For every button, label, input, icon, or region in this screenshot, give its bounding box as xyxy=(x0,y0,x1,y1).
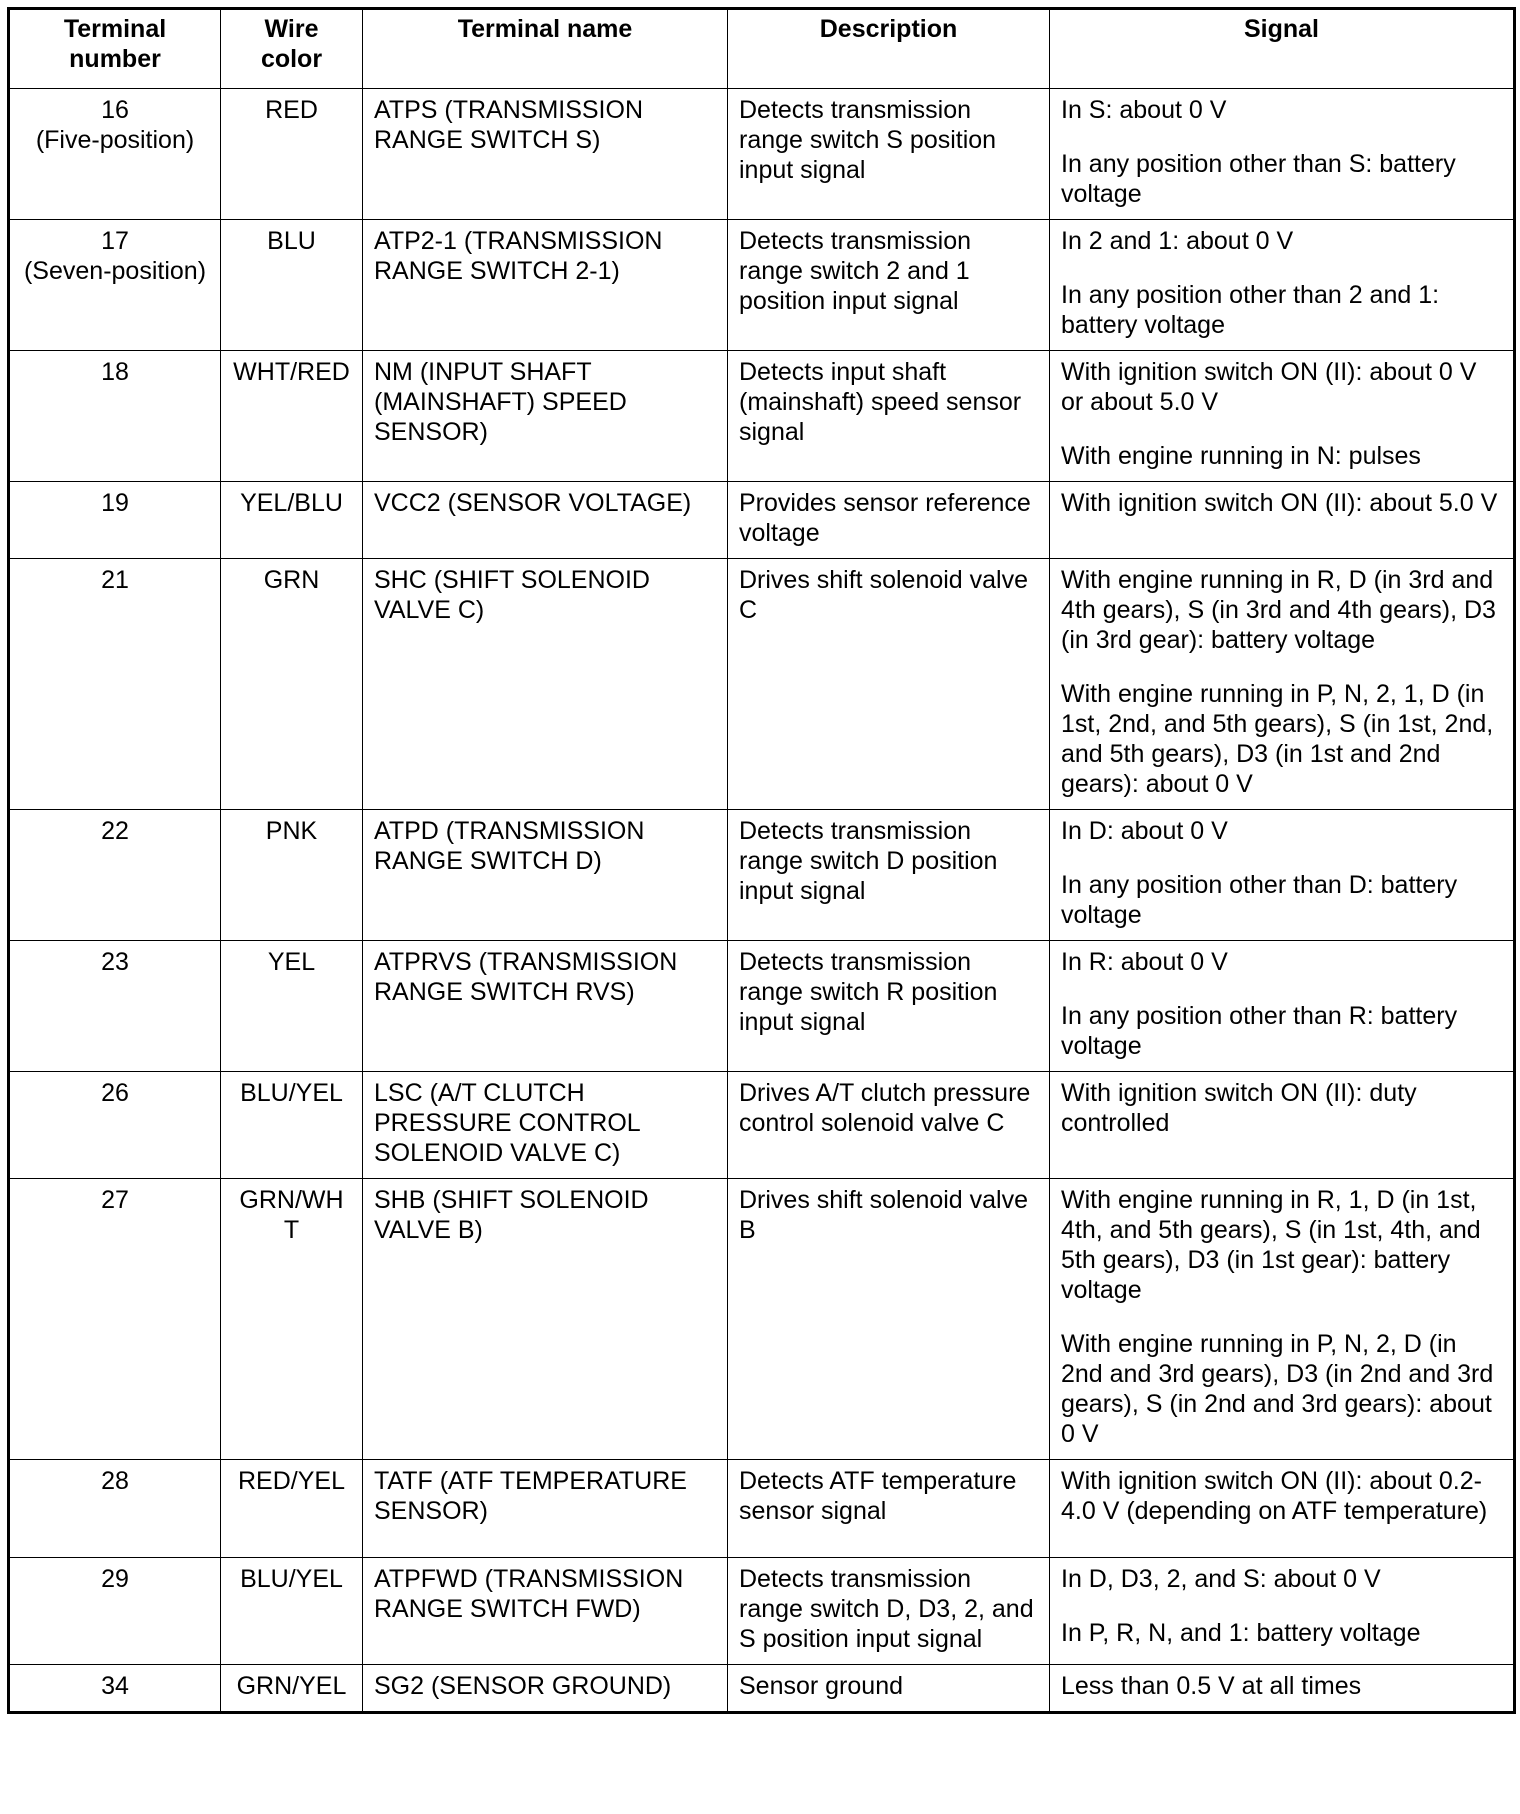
header-row xyxy=(9,9,1515,89)
terminal-table xyxy=(7,7,1516,1714)
description-cell: Detects transmission range switch R position input signal xyxy=(728,941,1050,1072)
signal-line: In D: about 0 V xyxy=(1061,817,1228,845)
signal-cell xyxy=(1050,482,1515,559)
terminal-number-cell xyxy=(9,941,221,1072)
table-row xyxy=(9,220,1515,351)
signal-line: In P, R, N, and 1: battery voltage xyxy=(1061,1619,1421,1647)
header-description: Description xyxy=(728,9,1050,89)
terminal-name-cell: SHC (SHIFT SOLENOID VALVE C) xyxy=(363,559,728,810)
terminal-name-cell: VCC2 (SENSOR VOLTAGE) xyxy=(363,482,728,559)
signal-line: In S: about 0 V xyxy=(1061,96,1227,124)
wire-color-cell: RED xyxy=(221,89,363,220)
table-row xyxy=(9,810,1515,941)
terminal-number-cell xyxy=(9,220,221,351)
table-row xyxy=(9,559,1515,810)
wire-color-cell: PNK xyxy=(221,810,363,941)
description-cell: Detects transmission range switch S position input signal xyxy=(728,89,1050,220)
description-cell: Detects transmission range switch D, D3, 2, and S position input signal xyxy=(728,1558,1050,1665)
wire-color-cell: BLU/YEL xyxy=(221,1558,363,1665)
signal-line: In any position other than 2 and 1: battery voltage xyxy=(1061,281,1440,339)
signal-line: With engine running in R, 1, D (in 1st, 4th, and 5th gears), S (in 1st, 4th, and 5th gears), D3 (in 1st gear): battery voltage xyxy=(1061,1186,1481,1304)
header-wire-color-line1: Wire xyxy=(264,15,319,43)
terminal-number: 21 xyxy=(101,566,129,594)
terminal-number-cell xyxy=(9,1665,221,1713)
terminal-number-cell xyxy=(9,482,221,559)
table-body xyxy=(9,89,1515,1713)
wire-color-cell: GRN xyxy=(221,559,363,810)
header-wire-color-line2: color xyxy=(260,45,323,73)
table-row xyxy=(9,1558,1515,1665)
description-cell: Drives shift solenoid valve C xyxy=(728,559,1050,810)
terminal-name-cell: SHB (SHIFT SOLENOID VALVE B) xyxy=(363,1179,728,1460)
description-cell: Detects input shaft (mainshaft) speed sensor signal xyxy=(728,351,1050,482)
terminal-name-cell: ATP2-1 (TRANSMISSION RANGE SWITCH 2-1) xyxy=(363,220,728,351)
table-row xyxy=(9,1072,1515,1179)
terminal-name-cell: SG2 (SENSOR GROUND) xyxy=(363,1665,728,1713)
wire-color-cell: GRN/WHT xyxy=(221,1179,363,1460)
wire-color-cell: BLU/YEL xyxy=(221,1072,363,1179)
wire-color-cell: RED/YEL xyxy=(221,1460,363,1558)
terminal-number-cell xyxy=(9,810,221,941)
wire-color-cell: GRN/YEL xyxy=(221,1665,363,1713)
table-header xyxy=(9,9,1515,89)
wire-color-cell: BLU xyxy=(221,220,363,351)
terminal-name-cell: LSC (A/T CLUTCH PRESSURE CONTROL SOLENOID VALVE C) xyxy=(363,1072,728,1179)
description-cell: Detects ATF temperature sensor signal xyxy=(728,1460,1050,1558)
signal-cell xyxy=(1050,1179,1515,1460)
terminal-number: 26 xyxy=(101,1079,129,1107)
terminal-number: 27 xyxy=(101,1186,129,1214)
wire-color-cell: WHT/RED xyxy=(221,351,363,482)
terminal-number-cell xyxy=(9,1460,221,1558)
signal-line: With ignition switch ON (II): about 0.2-4.0 V (depending on ATF temperature) xyxy=(1061,1467,1488,1525)
table-row xyxy=(9,1665,1515,1713)
terminal-name-cell: ATPRVS (TRANSMISSION RANGE SWITCH RVS) xyxy=(363,941,728,1072)
terminal-number-cell xyxy=(9,351,221,482)
terminal-number: 22 xyxy=(101,817,129,845)
signal-line: With ignition switch ON (II): about 5.0 V xyxy=(1061,489,1498,517)
terminal-number: 29 xyxy=(101,1565,129,1593)
signal-cell xyxy=(1050,559,1515,810)
terminal-name-cell: ATPD (TRANSMISSION RANGE SWITCH D) xyxy=(363,810,728,941)
signal-line: With engine running in P, N, 2, 1, D (in 1st, 2nd, and 5th gears), S (in 1st, 2nd, and 5th gears), D3 (in 1st and 2nd gears): about 0 V xyxy=(1061,680,1494,798)
header-terminal-number-line1: Terminal xyxy=(63,15,167,43)
terminal-number: 23 xyxy=(101,948,129,976)
terminal-name-cell: TATF (ATF TEMPERATURE SENSOR) xyxy=(363,1460,728,1558)
wire-color-cell: YEL xyxy=(221,941,363,1072)
signal-line: In R: about 0 V xyxy=(1061,948,1228,976)
terminal-number-cell xyxy=(9,89,221,220)
signal-cell xyxy=(1050,1665,1515,1713)
description-cell: Sensor ground xyxy=(728,1665,1050,1713)
terminal-number-note: (Seven-position) xyxy=(23,257,207,285)
terminal-number-cell xyxy=(9,559,221,810)
terminal-number-cell xyxy=(9,1558,221,1665)
signal-line: With engine running in P, N, 2, D (in 2nd and 3rd gears), D3 (in 2nd and 3rd gears), S (in 2nd and 3rd gears): about 0 V xyxy=(1061,1330,1494,1448)
table-row xyxy=(9,1460,1515,1558)
terminal-number-note: (Five-position) xyxy=(35,126,195,154)
terminal-number: 16 xyxy=(101,96,129,124)
terminal-name-cell: ATPFWD (TRANSMISSION RANGE SWITCH FWD) xyxy=(363,1558,728,1665)
header-terminal-name: Terminal name xyxy=(363,9,728,89)
description-cell: Drives A/T clutch pressure control solenoid valve C xyxy=(728,1072,1050,1179)
terminal-number: 19 xyxy=(101,489,129,517)
description-cell: Drives shift solenoid valve B xyxy=(728,1179,1050,1460)
terminal-number: 18 xyxy=(101,358,129,386)
table-row xyxy=(9,1179,1515,1460)
wire-color-cell: YEL/BLU xyxy=(221,482,363,559)
signal-cell xyxy=(1050,220,1515,351)
signal-line: In D, D3, 2, and S: about 0 V xyxy=(1061,1565,1381,1593)
signal-line: In any position other than D: battery voltage xyxy=(1061,871,1458,929)
terminal-number: 28 xyxy=(101,1467,129,1495)
table-row xyxy=(9,482,1515,559)
signal-line: With ignition switch ON (II): duty controlled xyxy=(1061,1079,1417,1137)
terminal-number: 34 xyxy=(101,1672,129,1700)
signal-line: With ignition switch ON (II): about 0 V or about 5.0 V xyxy=(1061,358,1477,416)
signal-cell xyxy=(1050,941,1515,1072)
signal-line: Less than 0.5 V at all times xyxy=(1061,1672,1362,1700)
description-cell: Detects transmission range switch D position input signal xyxy=(728,810,1050,941)
description-cell: Provides sensor reference voltage xyxy=(728,482,1050,559)
header-terminal-number-line2: number xyxy=(69,45,161,73)
signal-cell xyxy=(1050,351,1515,482)
table-row xyxy=(9,941,1515,1072)
signal-cell xyxy=(1050,1558,1515,1665)
signal-cell xyxy=(1050,89,1515,220)
signal-line: In 2 and 1: about 0 V xyxy=(1061,227,1294,255)
description-cell: Detects transmission range switch 2 and 1 position input signal xyxy=(728,220,1050,351)
terminal-number-cell xyxy=(9,1179,221,1460)
signal-line: With engine running in N: pulses xyxy=(1061,442,1421,470)
table-row xyxy=(9,351,1515,482)
signal-cell xyxy=(1050,1072,1515,1179)
terminal-number-cell xyxy=(9,1072,221,1179)
terminal-number: 17 xyxy=(101,227,129,255)
signal-cell xyxy=(1050,1460,1515,1558)
header-signal: Signal xyxy=(1050,9,1515,89)
table-row xyxy=(9,89,1515,220)
header-wire-color xyxy=(221,9,363,89)
terminal-name-cell: NM (INPUT SHAFT (MAINSHAFT) SPEED SENSOR) xyxy=(363,351,728,482)
terminal-name-cell: ATPS (TRANSMISSION RANGE SWITCH S) xyxy=(363,89,728,220)
header-terminal-number xyxy=(9,9,221,89)
signal-line: With engine running in R, D (in 3rd and 4th gears), S (in 3rd and 4th gears), D3 (in 3rd gear): battery voltage xyxy=(1061,566,1496,654)
signal-line: In any position other than R: battery voltage xyxy=(1061,1002,1458,1060)
signal-cell xyxy=(1050,810,1515,941)
signal-line: In any position other than S: battery voltage xyxy=(1061,150,1456,208)
